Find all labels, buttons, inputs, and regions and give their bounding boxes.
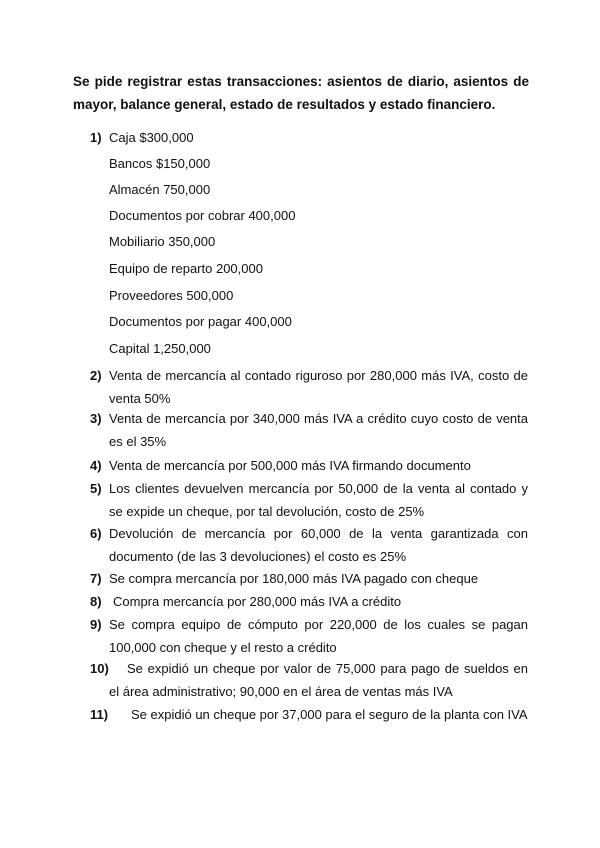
transaction-item-2 (90, 364, 528, 410)
opening-balance-bancos: Bancos $150,000 (109, 156, 211, 171)
item-text: Devolución de mercancía por 60,000 de la venta garantizada con documento (de las 3 devoluciones) el costo es 25% (109, 526, 528, 564)
instructions-paragraph: Se pide registrar estas transacciones: asientos de diario, asientos de mayor, balance general, estado de resultados y estado financiero. (73, 74, 529, 112)
opening-balance-almacen: Almacén 750,000 (109, 182, 211, 197)
opening-balance-equipo-de-reparto: Equipo de reparto 200,000 (109, 261, 263, 276)
item-number: 4) (90, 458, 102, 473)
transaction-item-10 (90, 657, 528, 703)
transaction-item-11 (90, 703, 528, 726)
transaction-item-8 (90, 590, 528, 613)
opening-balance-documentos-por-cobrar: Documentos por cobrar 400,000 (109, 208, 296, 223)
transaction-item-6 (90, 522, 528, 568)
item-number: 10) (90, 661, 109, 676)
item-text: Se expidió un cheque por valor de 75,000 para pago de sueldos en el área administrativo; 90,000 en el área de ventas más IVA (109, 661, 528, 699)
item-text: Se expidió un cheque por 37,000 para el seguro de la planta con IVA (131, 707, 528, 722)
item-text: Venta de mercancía por 500,000 más IVA firmando documento (109, 458, 471, 473)
item-number: 7) (90, 571, 102, 586)
item-text: Los clientes devuelven mercancía por 50,000 de la venta al contado y se expide un cheque, por tal devolución, costo de 25% (109, 481, 528, 519)
item-number: 3) (90, 411, 102, 426)
transaction-item-3 (90, 407, 528, 453)
opening-balance-documentos-por-pagar: Documentos por pagar 400,000 (109, 314, 292, 329)
transaction-item-9 (90, 613, 528, 659)
transaction-item-4 (90, 454, 528, 477)
item-number: 11) (90, 707, 109, 722)
item-number: 9) (90, 617, 102, 632)
opening-balance-mobiliario: Mobiliario 350,000 (109, 234, 216, 249)
opening-balance-capital: Capital 1,250,000 (109, 341, 211, 356)
transaction-item-5 (90, 477, 528, 523)
item-text: Venta de mercancía por 340,000 más IVA a crédito cuyo costo de venta es el 35% (109, 411, 528, 449)
item-number: 5) (90, 481, 102, 496)
item-text: Se compra equipo de cómputo por 220,000 de los cuales se pagan 100,000 con cheque y el resto a crédito (109, 617, 528, 655)
item-number: 2) (90, 368, 102, 383)
item-number: 8) (90, 594, 102, 609)
item-text: Compra mercancía por 280,000 más IVA a crédito (113, 594, 402, 609)
item-number: 1) (90, 130, 102, 145)
opening-balance-caja: Caja $300,000 (109, 130, 194, 145)
transaction-item-1 (90, 126, 528, 149)
transaction-item-7 (90, 567, 528, 590)
item-text: Venta de mercancía al contado riguroso por 280,000 más IVA, costo de venta 50% (109, 368, 528, 406)
item-text: Se compra mercancía por 180,000 más IVA pagado con cheque (109, 571, 479, 586)
item-number: 6) (90, 526, 102, 541)
opening-balance-proveedores: Proveedores 500,000 (109, 288, 234, 303)
